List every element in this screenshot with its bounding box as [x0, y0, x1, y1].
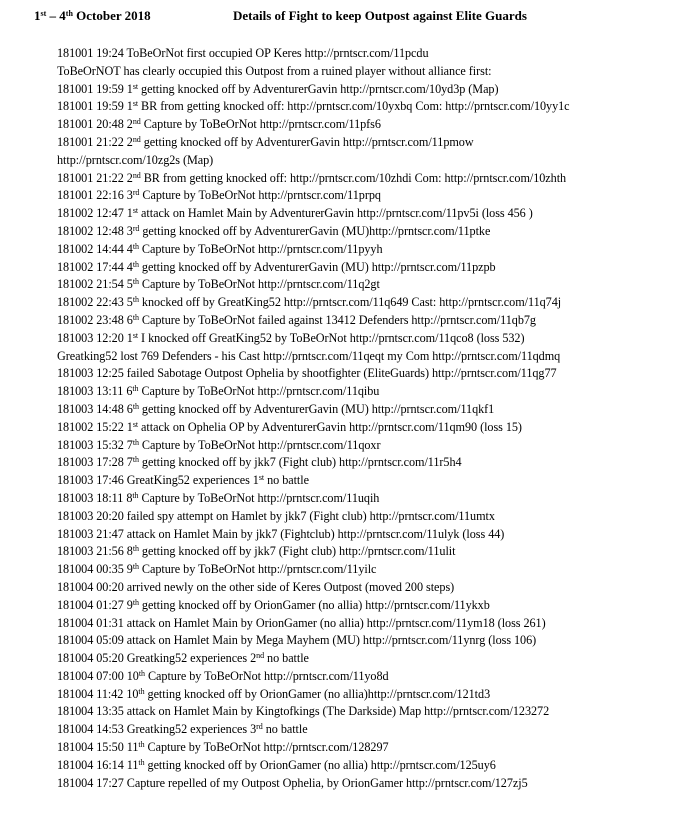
- fight-log: [57, 45, 672, 792]
- log-line: 181004 14:53 Greatking52 experiences 3rd no battle: [57, 722, 308, 737]
- log-line: 181003 18:11 8th Capture by ToBeOrNot http://prntscr.com/11uqih: [57, 490, 380, 505]
- log-line: 181002 12:47 1st attack on Hamlet Main by AdventurerGavin http://prntscr.com/11pv5i (loss 456 ): [57, 206, 533, 221]
- log-line: 181003 20:20 failed spy attempt on Hamlet by jkk7 (Fight club) http://prntscr.com/11umtx: [57, 508, 495, 523]
- log-line: 181004 07:00 10th Capture by ToBeOrNot http://prntscr.com/11yo8d: [57, 668, 389, 683]
- log-line: 181001 19:59 1st getting knocked off by AdventurerGavin http://prntscr.com/10yd3p (Map): [57, 81, 499, 96]
- log-line: 181003 17:46 GreatKing52 experiences 1st no battle: [57, 473, 309, 488]
- log-line: 181002 17:44 4th getting knocked off by AdventurerGavin (MU) http://prntscr.com/11pzpb: [57, 259, 496, 274]
- log-line: 181002 22:43 5th knocked off by GreatKing52 http://prntscr.com/11q649 Cast: http://prntscr.com/11q74j: [57, 295, 562, 310]
- log-line: 181002 12:48 3rd getting knocked off by AdventurerGavin (MU)http://prntscr.com/11ptke: [57, 223, 491, 238]
- log-line: 181004 11:42 10th getting knocked off by OrionGamer (no allia)http://prntscr.com/121td3: [57, 686, 491, 701]
- log-line: Greatking52 lost 769 Defenders - his Cast http://prntscr.com/11qeqt my Com http://prntscr.com/11qdmq: [57, 348, 561, 363]
- log-line: 181002 21:54 5th Capture by ToBeOrNot http://prntscr.com/11q2gt: [57, 277, 380, 292]
- log-line: 181004 16:14 11th getting knocked off by OrionGamer (no allia) http://prntscr.com/125uy6: [57, 757, 496, 772]
- log-line: 181004 01:27 9th getting knocked off by OrionGamer (no allia) http://prntscr.com/11ykxb: [57, 597, 490, 612]
- log-line: 181001 22:16 3rd Capture by ToBeOrNot http://prntscr.com/11prpq: [57, 188, 381, 203]
- log-line: 181004 05:20 Greatking52 experiences 2nd no battle: [57, 651, 309, 666]
- log-line: 181003 17:28 7th getting knocked off by jkk7 (Fight club) http://prntscr.com/11r5h4: [57, 455, 462, 470]
- log-line: 181004 17:27 Capture repelled of my Outpost Ophelia, by OrionGamer http://prntscr.com/127zj5: [57, 775, 528, 790]
- log-line: 181003 15:32 7th Capture by ToBeOrNot http://prntscr.com/11qoxr: [57, 437, 381, 452]
- log-line: 181001 19:24 ToBeOrNot first occupied OP Keres http://prntscr.com/11pcdu: [57, 46, 429, 60]
- log-line: 181001 21:22 2nd BR from getting knocked off: http://prntscr.com/10zhdi Com: http://prntscr.com/10zhth: [57, 170, 567, 185]
- log-line: 181002 23:48 6th Capture by ToBeOrNot failed against 13412 Defenders http://prntscr.com/11qb7g: [57, 312, 536, 327]
- log-line: 181004 00:20 arrived newly on the other side of Keres Outpost (moved 200 steps): [57, 579, 455, 594]
- log-line: 181004 15:50 11th Capture by ToBeOrNot http://prntscr.com/128297: [57, 740, 389, 755]
- log-line: 181003 21:47 attack on Hamlet Main by jkk7 (Fightclub) http://prntscr.com/11ulyk (loss 44): [57, 526, 505, 541]
- log-line: 181003 21:56 8th getting knocked off by jkk7 (Fight club) http://prntscr.com/11ulit: [57, 544, 456, 559]
- log-line: 181004 13:35 attack on Hamlet Main by Kingtofkings (The Darkside) Map http://prntscr.com/123272: [57, 704, 550, 719]
- log-line: 181004 00:35 9th Capture by ToBeOrNot http://prntscr.com/11yilc: [57, 562, 377, 577]
- log-line: 181004 05:09 attack on Hamlet Main by Mega Mayhem (MU) http://prntscr.com/11ynrg (loss 106): [57, 633, 537, 648]
- log-line: ToBeOrNOT has clearly occupied this Outpost from a ruined player without alliance first:: [57, 63, 492, 78]
- log-line: 181004 01:31 attack on Hamlet Main by OrionGamer (no allia) http://prntscr.com/11ym18 (loss 261): [57, 615, 546, 630]
- date-range: 1st – 4th October 2018: [34, 8, 151, 23]
- document-title: Details of Fight to keep Outpost against Elite Guards: [233, 8, 527, 23]
- log-line: http://prntscr.com/10zg2s (Map): [57, 152, 214, 167]
- log-line: 181002 14:44 4th Capture by ToBeOrNot http://prntscr.com/11pyyh: [57, 241, 383, 256]
- log-line: 181002 15:22 1st attack on Ophelia OP by AdventurerGavin http://prntscr.com/11qm90 (loss 15): [57, 419, 522, 434]
- log-line: 181003 12:25 failed Sabotage Outpost Ophelia by shootfighter (EliteGuards) http://prntscr.com/11qg77: [57, 366, 557, 381]
- log-line: 181003 12:20 1st I knocked off GreatKing52 by ToBeOrNot http://prntscr.com/11qco8 (loss 532): [57, 330, 525, 345]
- log-line: 181001 19:59 1st BR from getting knocked off: http://prntscr.com/10yxbq Com: http://prntscr.com/10yy1c: [57, 99, 570, 114]
- log-line: 181003 13:11 6th Capture by ToBeOrNot http://prntscr.com/11qibu: [57, 384, 380, 399]
- document-header: [34, 8, 674, 28]
- log-line: 181003 14:48 6th getting knocked off by AdventurerGavin (MU) http://prntscr.com/11qkf1: [57, 401, 495, 416]
- log-line: 181001 20:48 2nd Capture by ToBeOrNot http://prntscr.com/11pfs6: [57, 117, 381, 132]
- log-line: 181001 21:22 2nd getting knocked off by AdventurerGavin http://prntscr.com/11pmow: [57, 134, 474, 149]
